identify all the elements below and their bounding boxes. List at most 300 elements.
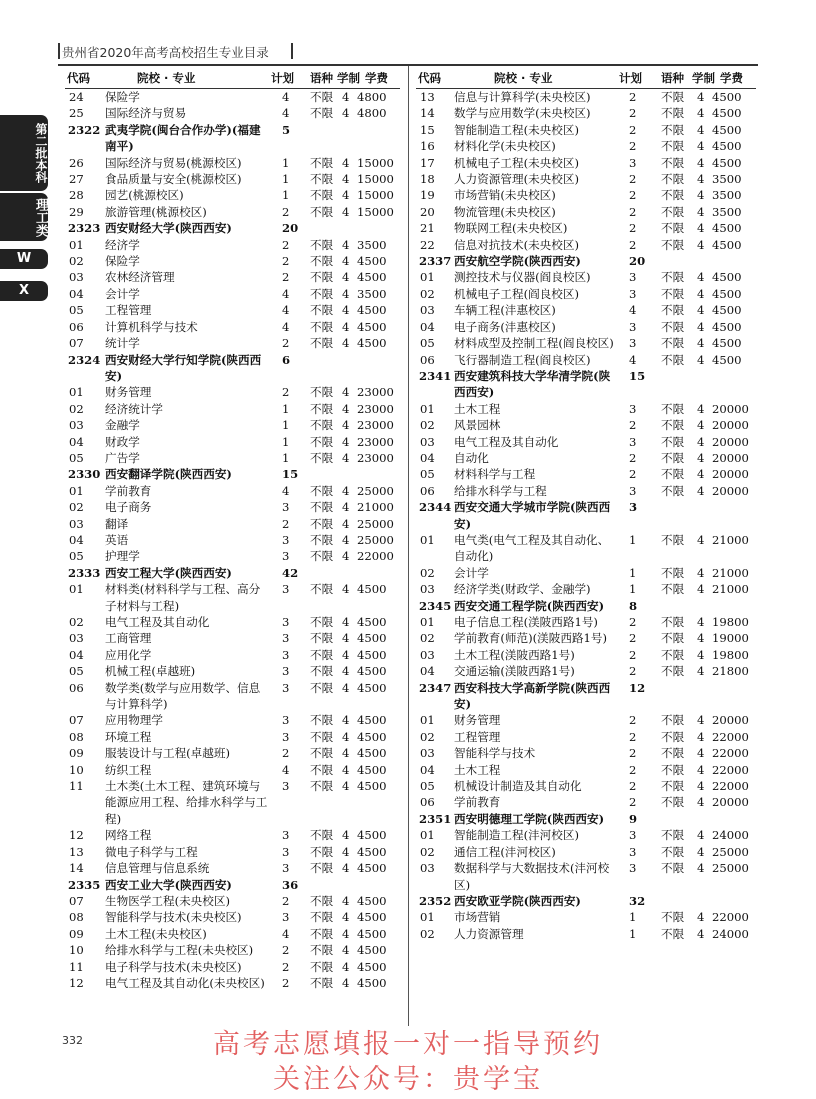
lang-cell: 不限 [661,434,685,449]
code-cell: 03 [69,418,84,433]
fee-cell: 15000 [357,155,394,170]
major-row [65,384,400,400]
fee-cell: 23000 [357,450,394,465]
fee-cell: 4500 [712,319,742,334]
lang-cell: 不限 [661,762,685,777]
name-cell: 数学与应用数学(未央校区) [454,106,591,121]
years-cell: 4 [342,516,350,531]
major-row [65,893,400,909]
years-cell: 4 [697,532,705,547]
major-row [416,417,756,433]
header-fee: 学费 [365,71,388,85]
lang-cell: 不限 [661,910,685,925]
major-row [65,105,400,121]
major-row [65,942,400,958]
lang-cell: 不限 [310,582,334,597]
plan-cell: 2 [629,795,637,810]
years-cell: 4 [697,155,705,170]
fee-cell: 4800 [357,90,387,104]
name-cell: 机械电子工程(阎良校区) [454,286,579,301]
major-row [416,762,756,778]
lang-cell: 不限 [661,204,685,219]
code-cell: 13 [69,844,84,859]
name-cell: 西安科技大学高新学院(陕西西安) [454,680,611,712]
major-row [65,302,400,318]
name-cell: 信息管理与信息系统 [105,861,210,876]
major-row [416,138,756,154]
fee-cell: 23000 [357,401,394,416]
lang-cell: 不限 [661,729,685,744]
lang-cell: 不限 [310,975,334,990]
major-row [65,319,400,335]
years-cell: 4 [697,319,705,334]
fee-cell: 4500 [357,861,387,876]
lang-cell: 不限 [310,828,334,843]
plan-cell: 1 [282,155,290,170]
lang-cell: 不限 [661,582,685,597]
code-cell: 15 [420,122,435,137]
fee-cell: 4500 [357,680,387,695]
fee-cell: 24000 [712,926,749,941]
watermark-line-2: 关注公众号：贵学宝 [273,1064,543,1095]
code-cell: 01 [420,532,435,547]
school-row [416,893,756,909]
name-cell: 人力资源管理(未央校区) [454,172,579,187]
right-column-header [416,66,756,89]
plan-cell: 3 [282,729,290,744]
plan-cell: 2 [629,615,637,629]
lang-cell: 不限 [310,336,334,351]
code-cell: 03 [69,270,84,285]
code-cell: 06 [69,319,84,334]
name-cell: 电气类(电气工程及其自动化、自动化) [454,532,610,564]
name-cell: 材料科学与工程 [454,467,536,482]
name-cell: 服装设计与工程(卓越班) [105,746,230,761]
name-cell: 经济学 [105,237,140,252]
major-row [416,778,756,794]
fee-cell: 4500 [712,155,742,170]
years-cell: 4 [697,746,705,761]
fee-cell: 15000 [357,204,394,219]
years-cell: 4 [342,943,350,958]
fee-cell: 22000 [712,746,749,761]
name-cell: 网络工程 [105,828,152,843]
years-cell: 4 [342,188,350,203]
lang-cell: 不限 [310,959,334,974]
lang-cell: 不限 [310,664,334,679]
lang-cell: 不限 [310,106,334,121]
code-cell: 13 [420,90,435,104]
name-cell: 会计学 [105,286,140,301]
name-cell: 西安明德理工学院(陕西西安) [454,811,605,826]
code-cell: 01 [420,713,435,728]
code-cell: 02 [420,631,435,646]
years-cell: 4 [697,664,705,679]
page-number: 332 [62,1034,83,1047]
years-cell: 4 [697,286,705,301]
code-cell: 2347 [419,680,452,695]
years-cell: 4 [697,188,705,203]
years-cell: 4 [697,139,705,154]
years-cell: 4 [342,270,350,285]
name-cell: 电子商务(沣惠校区) [454,319,556,334]
name-cell: 学前教育 [454,795,501,810]
code-cell: 10 [69,762,84,777]
fee-cell: 4500 [357,828,387,843]
fee-cell: 4500 [712,122,742,137]
major-row [416,860,756,893]
fee-cell: 25000 [357,516,394,531]
plan-cell: 2 [629,450,637,465]
major-row [65,450,400,466]
major-row [416,237,756,253]
fee-cell: 25000 [712,861,749,876]
years-cell: 4 [697,713,705,728]
name-cell: 应用化学 [105,647,152,662]
major-row [416,319,756,335]
lang-cell: 不限 [310,188,334,203]
code-cell: 02 [69,254,84,269]
fee-cell: 20000 [712,401,749,416]
name-cell: 金融学 [105,418,140,433]
plan-cell: 1 [282,434,290,449]
major-row [416,614,756,630]
lang-cell: 不限 [661,746,685,761]
code-cell: 06 [420,795,435,810]
name-cell: 工商管理 [105,631,152,646]
fee-cell: 4500 [712,270,742,285]
code-cell: 07 [69,336,84,351]
code-cell: 2352 [419,893,452,908]
major-row [416,171,756,187]
years-cell: 4 [697,729,705,744]
fee-cell: 20000 [712,713,749,728]
plan-cell: 3 [282,549,290,564]
code-cell: 01 [420,828,435,843]
lang-cell: 不限 [661,418,685,433]
name-cell: 应用物理学 [105,713,163,728]
header-name: 院校 · 专业 [137,71,196,85]
years-cell: 4 [697,401,705,416]
plan-cell: 2 [629,762,637,777]
years-cell: 4 [697,221,705,236]
plan-cell: 3 [282,779,290,794]
major-row [65,499,400,515]
name-cell: 飞行器制造工程(阎良校区) [454,352,591,367]
major-row [65,647,400,663]
lang-cell: 不限 [661,270,685,285]
code-cell: 05 [69,664,84,679]
years-cell: 4 [697,483,705,498]
major-row [416,401,756,417]
school-row [65,877,400,893]
code-cell: 07 [69,893,84,908]
lang-cell: 不限 [310,893,334,908]
fee-cell: 4500 [357,746,387,761]
lang-cell: 不限 [310,172,334,187]
code-cell: 02 [420,418,435,433]
lang-cell: 不限 [661,286,685,301]
name-cell: 智能科学与技术(未央校区) [105,910,242,925]
years-cell: 4 [697,844,705,859]
plan-cell: 3 [282,828,290,843]
lang-cell: 不限 [661,188,685,203]
years-cell: 4 [342,926,350,941]
name-cell: 信息与计算科学(未央校区) [454,90,591,104]
major-row [65,663,400,679]
code-cell: 01 [420,615,435,629]
plan-cell: 3 [629,861,637,876]
lang-cell: 不限 [661,122,685,137]
years-cell: 4 [342,828,350,843]
lang-cell: 不限 [310,779,334,794]
major-row [416,352,756,368]
major-row [65,762,400,778]
fee-cell: 4500 [357,647,387,662]
lang-cell: 不限 [310,155,334,170]
plan-cell: 4 [282,762,290,777]
years-cell: 4 [697,237,705,252]
plan-cell: 2 [629,139,637,154]
code-cell: 29 [69,204,84,219]
code-cell: 21 [420,221,435,236]
fee-cell: 4500 [712,139,742,154]
fee-cell: 4500 [357,713,387,728]
name-cell: 武夷学院(闽台合作办学)(福建南平) [105,122,261,154]
header-bar-left [58,43,60,59]
major-row [65,581,400,614]
code-cell: 02 [420,926,435,941]
name-cell: 电气工程及其自动化(未央校区) [105,975,265,990]
fee-cell: 3500 [712,204,742,219]
name-cell: 智能科学与技术 [454,746,536,761]
fee-cell: 4500 [357,615,387,629]
school-row [416,499,756,532]
plan-cell: 6 [282,352,291,367]
lang-cell: 不限 [310,516,334,531]
name-cell: 西安欧亚学院(陕西西安) [454,893,581,908]
plan-cell: 2 [629,237,637,252]
fee-cell: 3500 [712,188,742,203]
plan-cell: 3 [629,286,637,301]
plan-cell: 2 [629,729,637,744]
plan-cell: 4 [629,352,637,367]
plan-cell: 2 [629,746,637,761]
school-row [65,352,400,385]
header-fee: 学费 [720,71,743,85]
header-years: 学制 [692,71,715,85]
plan-cell: 36 [282,877,299,892]
fee-cell: 4500 [712,336,742,351]
code-cell: 03 [69,516,84,531]
major-row [65,401,400,417]
plan-cell: 2 [629,713,637,728]
lang-cell: 不限 [310,385,334,400]
years-cell: 4 [342,90,350,104]
header-name: 院校 · 专业 [494,71,553,85]
years-cell: 4 [697,565,705,580]
lang-cell: 不限 [310,401,334,416]
lang-cell: 不限 [310,926,334,941]
name-cell: 机械电子工程(未央校区) [454,155,579,170]
major-row [416,450,756,466]
plan-cell: 2 [282,975,290,990]
header-bar-right [291,43,293,59]
lang-cell: 不限 [310,713,334,728]
name-cell: 生物医学工程(未央校区) [105,893,230,908]
code-cell: 2341 [419,368,452,383]
name-cell: 国际经济与贸易(桃源校区) [105,155,242,170]
name-cell: 机械设计制造及其自动化 [454,779,582,794]
plan-cell: 1 [629,532,637,547]
tab-letter-x: X [0,281,48,301]
name-cell: 测控技术与仪器(阎良校区) [454,270,591,285]
plan-cell: 2 [282,270,290,285]
code-cell: 02 [69,500,84,515]
right-table-body [416,89,756,942]
plan-cell: 2 [629,664,637,679]
years-cell: 4 [342,549,350,564]
fee-cell: 22000 [712,762,749,777]
lang-cell: 不限 [661,221,685,236]
code-cell: 2344 [419,500,452,515]
fee-cell: 4500 [357,975,387,990]
code-cell: 24 [69,90,84,104]
plan-cell: 20 [282,221,299,236]
lang-cell: 不限 [661,90,685,104]
lang-cell: 不限 [310,680,334,695]
name-cell: 财务管理 [105,385,152,400]
fee-cell: 21000 [712,582,749,597]
years-cell: 4 [342,483,350,498]
years-cell: 4 [697,615,705,629]
fee-cell: 4500 [712,352,742,367]
plan-cell: 3 [629,155,637,170]
years-cell: 4 [697,861,705,876]
code-cell: 2335 [68,877,101,892]
code-cell: 04 [69,532,84,547]
years-cell: 4 [697,647,705,662]
lang-cell: 不限 [310,319,334,334]
plan-cell: 15 [282,467,299,482]
plan-cell: 32 [629,893,646,908]
fee-cell: 4500 [357,254,387,269]
years-cell: 4 [697,631,705,646]
name-cell: 西安建筑科技大学华清学院(陕西西安) [454,368,611,400]
name-cell: 土木工程(渼陂西路1号) [454,647,575,662]
fee-cell: 25000 [357,483,394,498]
major-row [416,794,756,810]
code-cell: 2322 [68,122,101,137]
years-cell: 4 [697,106,705,121]
major-row [416,220,756,236]
years-cell: 4 [342,401,350,416]
fee-cell: 22000 [357,549,394,564]
fee-cell: 21800 [712,664,749,679]
years-cell: 4 [342,155,350,170]
code-cell: 10 [69,943,84,958]
plan-cell: 2 [629,418,637,433]
tab-letter-w: W [0,249,48,269]
major-row [65,630,400,646]
years-cell: 4 [697,122,705,137]
plan-cell: 4 [282,303,290,318]
fee-cell: 4500 [357,303,387,318]
plan-cell: 2 [629,647,637,662]
code-cell: 02 [420,565,435,580]
column-divider [408,66,409,1026]
years-cell: 4 [342,303,350,318]
tab-batch: 第二批本科 [0,115,48,191]
code-cell: 01 [420,910,435,925]
major-row [65,959,400,975]
plan-cell: 3 [282,910,290,925]
years-cell: 4 [342,893,350,908]
name-cell: 纺织工程 [105,762,152,777]
name-cell: 市场营销 [454,910,501,925]
years-cell: 4 [342,434,350,449]
code-cell: 08 [69,910,84,925]
years-cell: 4 [342,713,350,728]
lang-cell: 不限 [310,861,334,876]
major-row [65,729,400,745]
major-row [416,745,756,761]
name-cell: 土木工程 [454,401,501,416]
major-row [65,335,400,351]
lang-cell: 不限 [661,336,685,351]
name-cell: 西安工程大学(陕西西安) [105,565,232,580]
years-cell: 4 [697,352,705,367]
name-cell: 风景园林 [454,418,501,433]
major-row [416,647,756,663]
code-cell: 14 [420,106,435,121]
major-row [416,729,756,745]
major-row [65,204,400,220]
name-cell: 给排水科学与工程 [454,483,547,498]
major-row [416,844,756,860]
school-row [65,466,400,482]
school-row [65,220,400,236]
lang-cell: 不限 [661,303,685,318]
header-years: 学制 [337,71,360,85]
fee-cell: 21000 [712,532,749,547]
plan-cell: 3 [629,434,637,449]
code-cell: 03 [69,631,84,646]
plan-cell: 2 [282,943,290,958]
years-cell: 4 [342,762,350,777]
major-row [65,548,400,564]
major-row [65,89,400,105]
name-cell: 西安财经大学行知学院(陕西西安) [105,352,262,383]
name-cell: 数据科学与大数据技术(沣河校区) [454,861,610,892]
code-cell: 17 [420,155,435,170]
lang-cell: 不限 [661,483,685,498]
lang-cell: 不限 [661,779,685,794]
plan-cell: 2 [629,122,637,137]
major-row [416,466,756,482]
years-cell: 4 [342,204,350,219]
fee-cell: 20000 [712,434,749,449]
major-row [65,269,400,285]
running-header [58,41,758,63]
plan-cell: 1 [282,172,290,187]
years-cell: 4 [342,254,350,269]
code-cell: 05 [420,467,435,482]
lang-cell: 不限 [661,106,685,121]
plan-cell: 2 [629,779,637,794]
years-cell: 4 [342,975,350,990]
years-cell: 4 [697,910,705,925]
